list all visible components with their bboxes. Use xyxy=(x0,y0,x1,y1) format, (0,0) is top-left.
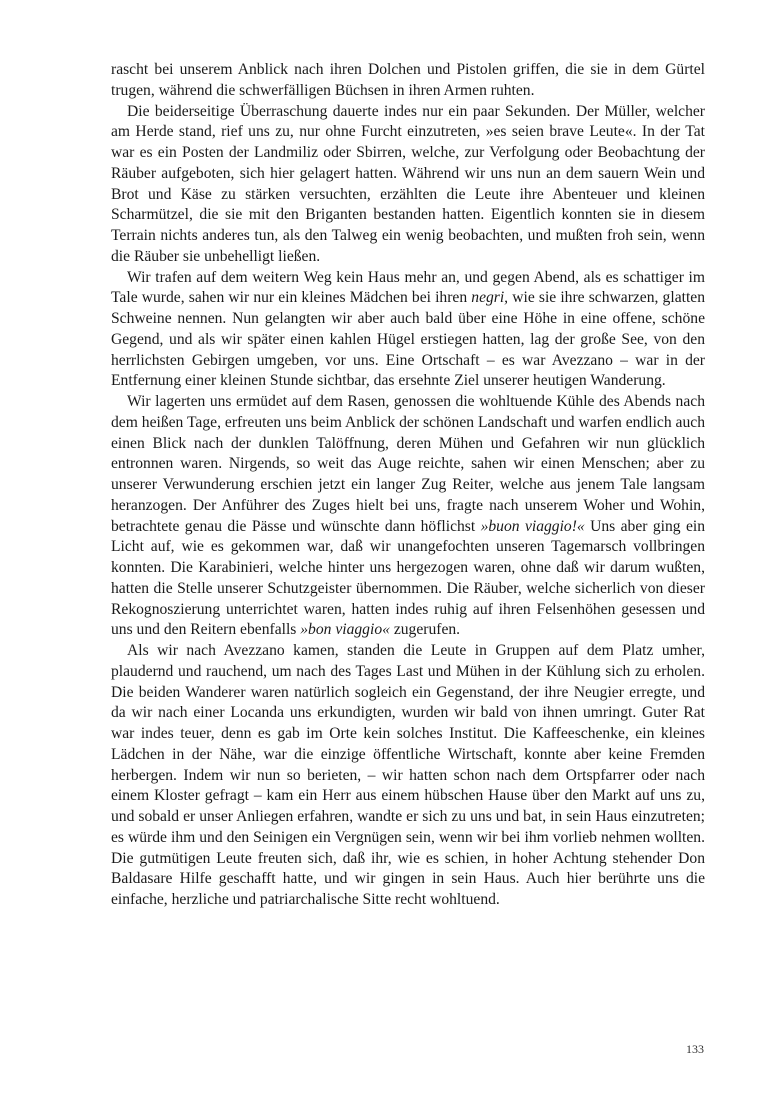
page-number: 133 xyxy=(686,1042,704,1056)
paragraph-5 xyxy=(111,641,705,911)
italic-term: »bon viaggio« xyxy=(300,621,390,639)
paragraph-text: Als wir nach Avezzano kamen, standen die Leute in Gruppen auf dem Platz umher, plaudernd und rauchend, um nach des Tages Last und Mühen in der Kühlung sich zu erholen. Die beiden Wanderer waren natürlich sogleich ein Gegenstand, der ihre Neugier erregte, und da wir nach einer Locanda uns erkundigten, wurden wir bald von ihnen umringt. Guter Rat war indes teuer, denn es gab im Orte kein solches Institut. Die Kaffeeschenke, ein kleines Lädchen in der Nähe, war die einzige öffentliche Wirtschaft, konnte aber keine Fremden herbergen. Indem wir nun so berieten, – wir hatten schon nach dem Ortspfarrer oder nach einem Kloster gefragt – kam ein Herr aus einem hübschen Hause über den Markt auf uns zu, und sobald er unser Anliegen erfahren, wandte er sich zu uns und bat, in sein Haus einzutreten; es würde ihm und den Seinigen ein Vergnügen sein, wenn wir bei ihm vorlieb nehmen wollten. Die gutmütigen Leute freuten sich, daß ihr, wie es schien, in hoher Achtung stehender Don Baldasare Hilfe geschafft hatte, und wir gingen in sein Haus. Auch hier berührte uns die einfache, herzliche und patriarchalische Sitte recht wohltuend. xyxy=(111,642,705,908)
paragraph-3 xyxy=(111,268,705,393)
paragraph-text: rascht bei unserem Anblick nach ihren Dolchen und Pistolen griffen, die sie in dem Gürtel trugen, während die schwerfälligen Büchsen in ihren Armen ruhten. xyxy=(111,61,705,99)
paragraph-text: wie sie ihre schwarzen, glatten Schweine nennen. Nun gelangten wir aber auch bald über eine Höhe in eine offene, schöne Gegend, und als wir später einen kahlen Hügel erstiegen hatten, lag der große See, von den herrlichsten Gebirgen umgeben, vor uns. Eine Ortschaft – es war Avezzano – war in der Entfernung einer kleinen Stunde sichtbar, das ersehnte Ziel unserer heutigen Wanderung. xyxy=(111,289,705,390)
paragraph-text: Wir trafen auf dem weitern Weg kein Haus mehr an, und gegen Abend, als es schattiger im Tale wurde, sahen wir nur ein kleines Mädchen bei ihren xyxy=(111,268,705,307)
italic-term: »buon viaggio!« xyxy=(480,517,585,535)
paragraph-text: Uns aber ging ein Licht auf, wie es gekommen war, daß wir unangefochten unseren Tagemarsch vollbringen konnten. Die Karabinieri, welche hinter uns hergezogen waren, ohne daß wir darum wußten, hatten die Stelle unserer Schutzgeister übernommen. Die Räuber, welche sicherlich von dieser Rekognoszierung unterrichtet waren, hatten indes ruhig auf ihren Felsenhöhen gesessen und uns und den Reitern ebenfalls xyxy=(111,517,705,639)
paragraph-text: Die beiderseitige Überraschung dauerte indes nur ein paar Sekunden. Der Müller, welcher am Herde stand, rief uns zu, nur ohne Furcht einzutreten, »es seien brave Leute«. In der Tat war es ein Posten der Landmiliz oder Sbirren, welche, zur Verfolgung oder Beobachtung der Räuber aufgeboten, sich hier gelagert hatten. Während wir uns nun an dem sauern Wein und Brot und Käse zu stärken versuchten, erzählten die Leute ihre Abenteuer und kleinen Scharmützel, die sie mit den Briganten bestanden hatten. Eigentlich konnten sie in diesem Terrain nichts anderes tun, als den Talweg ein wenig beobachten, und mußten froh sein, wenn die Räuber sie unbehelligt ließen. xyxy=(111,102,705,265)
page-body xyxy=(111,60,705,911)
italic-term: negri, xyxy=(471,289,509,307)
paragraph-2 xyxy=(111,102,705,268)
paragraph-4 xyxy=(111,392,705,641)
paragraph-text: Wir lagerten uns ermüdet auf dem Rasen, genossen die wohltuende Kühle des Abends nach dem heißen Tage, erfreuten uns beim Anblick der schönen Landschaft und warfen endlich auch einen Blick nach der dunklen Talöffnung, deren Mühen und Gefahren wir nun glücklich entronnen waren. Nirgends, so weit das Auge reichte, sahen wir einen Menschen; aber zu unserer Verwunderung erschien jetzt ein langer Zug Reiter, welche aus jenem Tale langsam heranzogen. Der Anführer des Zuges hielt bei uns, fragte nach unserem Woher und Wohin, betrachtete genau die Pässe und wünschte dann höflichst xyxy=(111,393,705,535)
paragraph-text: zugerufen. xyxy=(389,621,461,639)
paragraph-1 xyxy=(111,60,705,102)
